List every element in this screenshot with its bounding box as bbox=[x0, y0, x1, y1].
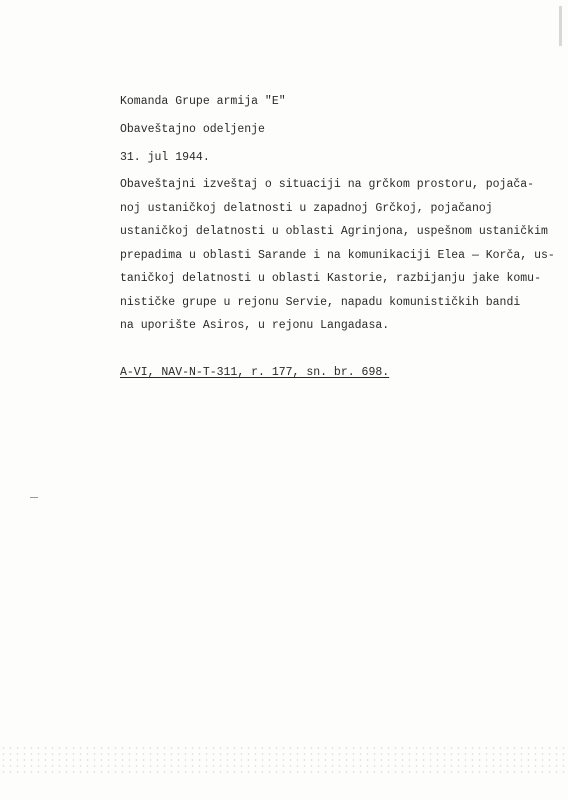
report-summary bbox=[120, 178, 555, 343]
summary-line: noj ustaničkoj delatnosti u zapadnoj Grčkoj, pojačanoj bbox=[120, 201, 493, 215]
summary-line: na uporište Asiros, u rejonu Langadasa. bbox=[120, 319, 390, 332]
scan-speck bbox=[30, 497, 38, 498]
summary-line: prepadima u oblasti Sarande i na komunikaciji Elea — Korča, us- bbox=[120, 248, 555, 262]
summary-line: ustaničkoj delatnosti u oblasti Agrinjona, uspešnom ustaničkim bbox=[120, 225, 548, 238]
summary-line: Obaveštajni izveštaj o situaciji na grčkom prostoru, pojača- bbox=[120, 178, 535, 191]
command-name: Komanda Grupe armija "E" bbox=[120, 95, 286, 108]
archive-source-reference: A-VI, NAV-N-T-311, r. 177, sn. br. 698. bbox=[120, 366, 390, 379]
document-header bbox=[120, 95, 540, 179]
summary-line: taničkoj delatnosti u oblasti Kastorie, razbijanju jake komu- bbox=[120, 272, 541, 285]
summary-line: nističke grupe u rejonu Servie, napadu komunističkih bandi bbox=[120, 295, 521, 309]
scan-edge-mark bbox=[559, 6, 562, 46]
document-date: 31. jul 1944. bbox=[120, 151, 210, 164]
department-name: Obaveštajno odeljenje bbox=[120, 123, 265, 136]
scan-noise bbox=[0, 745, 568, 775]
